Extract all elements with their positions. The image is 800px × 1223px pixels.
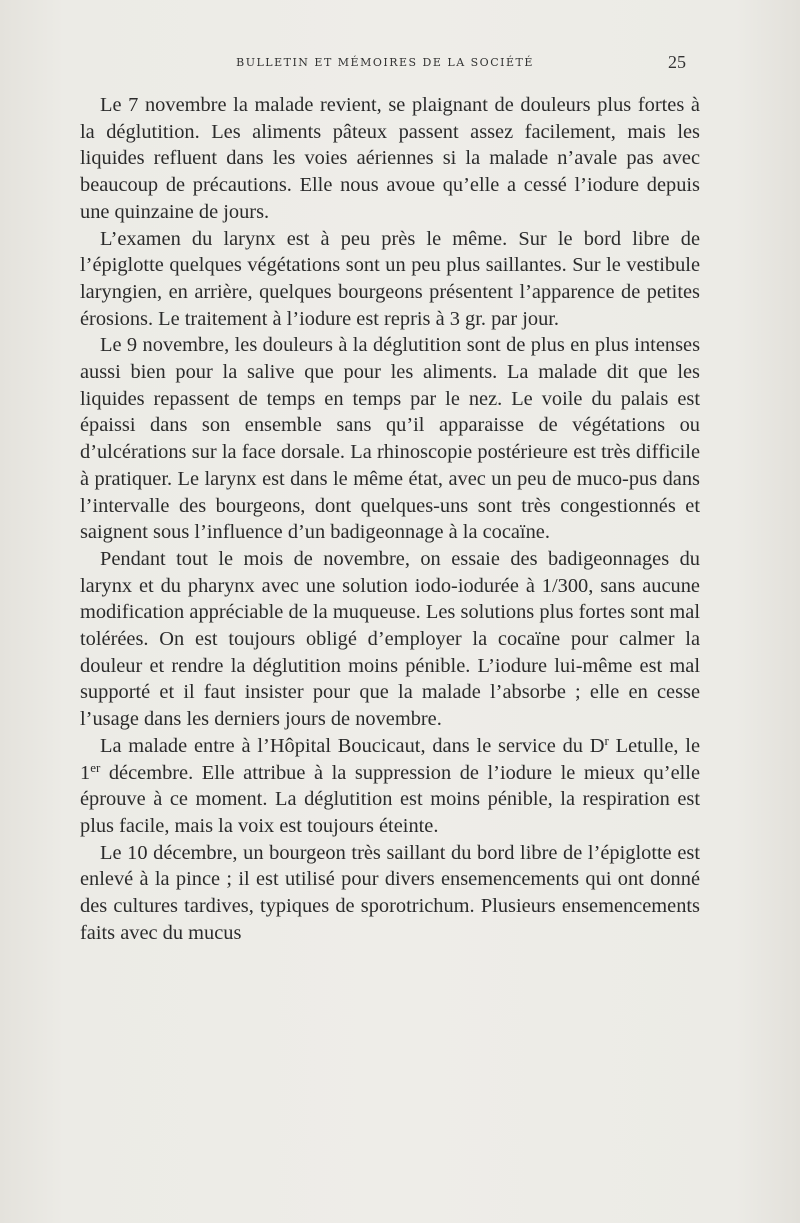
paragraph-4: Pendant tout le mois de novembre, on essaie des badigeonnages du larynx et du pharynx avec une solution iodo-iodurée à 1/300, sans aucune modification appréciable de la muqueuse. Les solutions plus fortes sont mal tolérées. On est toujours obligé d’employer la cocaïne pour calmer la douleur et rendre la déglutition moins pénible. L’iodure lui-même est mal supporté et il faut insister pour que la malade l’absorbe ; elle en cesse l’usage dans les derniers jours de novembre. [80, 547, 700, 731]
paragraph-5-text-end: décembre. Elle attribue à la suppression de l’iodure le mieux qu’elle éprouve à ce moment. La déglutition est moins pénible, la respiration est plus facile, mais la voix est toujours éteinte. [80, 761, 700, 837]
paragraph-3: Le 9 novembre, les douleurs à la déglutition sont de plus en plus intenses aussi bien pour la salive que pour les aliments. La malade dit que les liquides repassent de temps en temps par le nez. Le voile du palais est épaissi dans son ensemble sans qu’il apparaisse de végétations ou d’ulcérations sur la face dorsale. La rhinoscopie postérieure est très difficile à pratiquer. Le larynx est dans le même état, avec un peu de muco-pus dans l’intervalle des bourgeons, dont quelques-uns sont très congestionnés et saignent sous l’influence d’un badigeonnage à la cocaïne. [80, 334, 700, 544]
paragraph-5-text-start: La malade entre à l’Hôpital Boucicaut, dans le service du D [100, 734, 605, 757]
page-header [80, 54, 690, 74]
paragraph-5 [80, 733, 700, 840]
paragraph-5-text-middle: Letulle, le 1 [80, 734, 701, 784]
doctor-abbreviation-superscript: r [604, 732, 609, 748]
paragraph-1: Le 7 novembre la malade revient, se plaignant de douleurs plus fortes à la déglutition. Les aliments pâteux passent assez facilement, mais les liquides refluent dans les voies aériennes si la malade n’avale pas avec beaucoup de précautions. Elle nous avoue qu’elle a cessé l’iodure depuis une quinzaine de jours. [80, 94, 700, 223]
ordinal-superscript: er [90, 759, 101, 775]
paragraph-6: Le 10 décembre, un bourgeon très saillant du bord libre de l’épiglotte est enlevé à la pince ; il est utilisé pour divers ensemencements qui ont donné des cultures tardives, typiques de sporotrichum. Plusieurs ensemencements faits avec du mucus [80, 841, 700, 944]
running-head: BULLETIN ET MÉMOIRES DE LA SOCIÉTÉ [236, 56, 534, 69]
body-text [80, 92, 700, 947]
paragraph-2: L’examen du larynx est à peu près le même. Sur le bord libre de l’épiglotte quelques végétations sont un peu plus saillantes. Sur le vestibule laryngien, en arrière, quelques bourgeons présentent l’apparence de petites érosions. Le traitement à l’iodure est repris à 3 gr. par jour. [80, 227, 700, 330]
page-number: 25 [668, 52, 686, 72]
